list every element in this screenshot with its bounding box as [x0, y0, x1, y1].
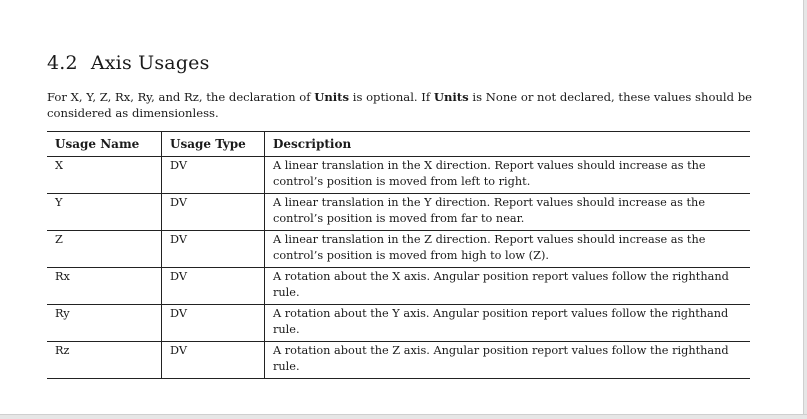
intro-text-1: For X, Y, Z, Rx, Ry, and Rz, the declaration of — [47, 90, 315, 104]
description-cell: A linear translation in the Z direction. Report values should increase as the control’s position is moved from high to low (Z). — [265, 231, 751, 268]
usage-type-cell: DV — [162, 268, 265, 305]
page-edge-right — [803, 0, 807, 418]
table-row — [47, 194, 750, 231]
usage-name-cell: Ry — [47, 305, 162, 342]
description-cell: A rotation about the Z axis. Angular position report values follow the righthand rule. — [265, 342, 751, 379]
header-usage-type: Usage Type — [162, 132, 265, 157]
usage-type-cell: DV — [162, 194, 265, 231]
table-row — [47, 231, 750, 268]
intro-units-term-2: Units — [433, 90, 469, 104]
description-cell: A rotation about the Y axis. Angular position report values follow the righthand rule. — [265, 305, 751, 342]
usage-name-cell: X — [47, 157, 162, 194]
section-title: Axis Usages — [90, 52, 210, 74]
usage-name-cell: Y — [47, 194, 162, 231]
usage-name-cell: Rz — [47, 342, 162, 379]
table-row — [47, 157, 750, 194]
description-cell: A rotation about the X axis. Angular position report values follow the righthand rule. — [265, 268, 751, 305]
section-number: 4.2 — [47, 52, 78, 74]
description-cell: A linear translation in the Y direction. Report values should increase as the control’s position is moved from far to near. — [265, 194, 751, 231]
page-edge-bottom — [0, 414, 807, 419]
usage-type-cell: DV — [162, 231, 265, 268]
description-cell: A linear translation in the X direction. Report values should increase as the control’s position is moved from left to right. — [265, 157, 751, 194]
intro-text-3: is None or not declared, these values should be considered as dimensionless. — [47, 90, 753, 120]
usage-type-cell: DV — [162, 305, 265, 342]
usage-name-cell: Z — [47, 231, 162, 268]
intro-text-2: is optional. If — [349, 90, 434, 104]
table-header-row — [47, 132, 750, 157]
table-row — [47, 342, 750, 379]
axis-usages-table — [47, 131, 750, 379]
table-row — [47, 305, 750, 342]
header-usage-name: Usage Name — [47, 132, 162, 157]
table-row — [47, 268, 750, 305]
usage-type-cell: DV — [162, 157, 265, 194]
intro-paragraph — [47, 89, 757, 121]
usage-type-cell: DV — [162, 342, 265, 379]
header-description: Description — [265, 132, 751, 157]
section-heading — [47, 52, 210, 74]
intro-units-term-1: Units — [314, 90, 350, 104]
usage-name-cell: Rx — [47, 268, 162, 305]
